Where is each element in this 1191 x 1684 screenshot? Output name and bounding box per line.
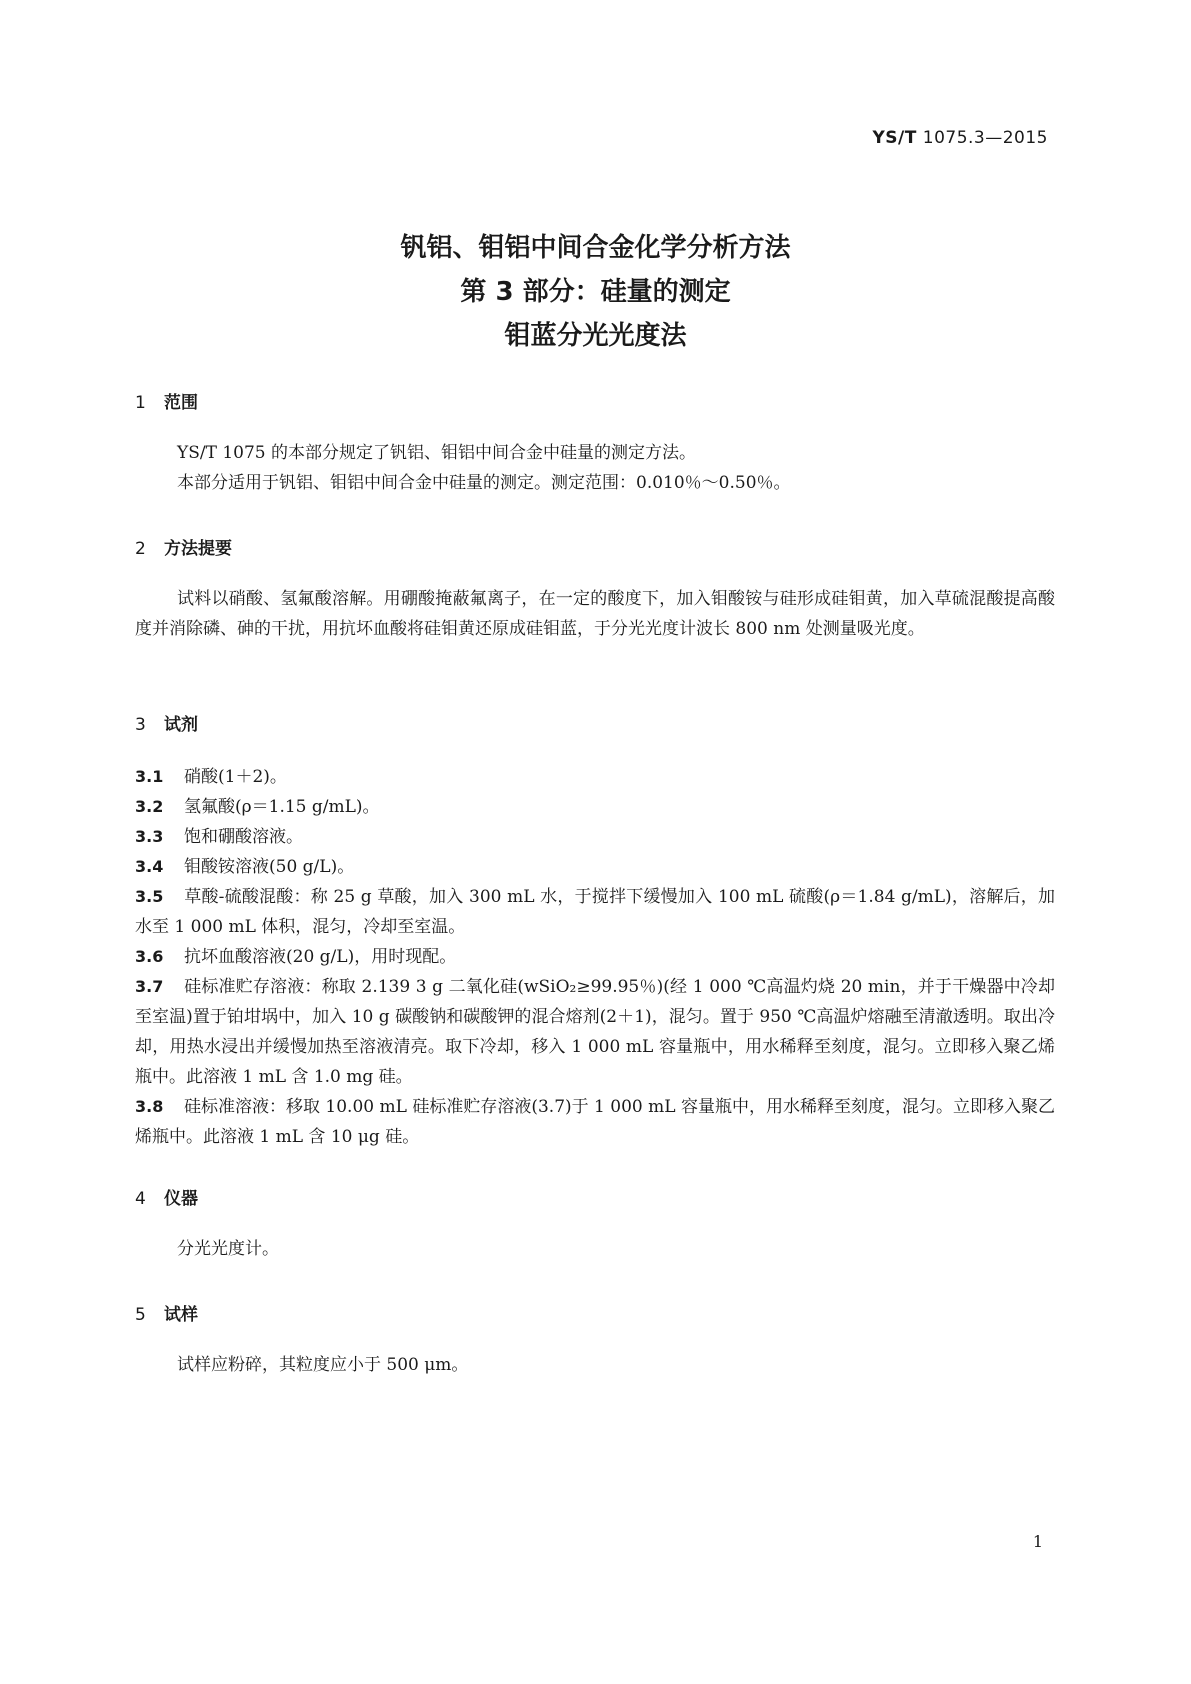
- section-5-heading: [135, 1300, 198, 1325]
- section-title: 方法提要: [164, 539, 232, 559]
- reagent-item-3-7: [135, 972, 1055, 1092]
- section-5-paragraph: 试样应粉碎，其粒度应小于 500 μm。: [177, 1355, 469, 1375]
- reagent-item-3-1: [135, 762, 1055, 792]
- item-text: 抗坏血酸溶液(20 g/L)，用时现配。: [184, 947, 457, 967]
- item-text: 硅标准贮存溶液：称取 2.139 3 g 二氧化硅(wSiO₂≥99.95％)(经 1 000 ℃高温灼烧 20 min，并于干燥器中冷却至室温)置于铂坩埚中，加入 10 g 碳酸钠和碳酸钾的混合熔剂(2＋1)，混匀。置于 950 ℃高温炉熔融至清澈透明。取出冷却，用热水浸出并缓慢加热至溶液清亮。取下冷却，移入 1 000 mL 容量瓶中，用水稀释至刻度，混匀。立即移入聚乙烯瓶中。此溶液 1 mL 含 1.0 mg 硅。: [135, 977, 1055, 1087]
- section-1-paragraph-1: YS/T 1075 的本部分规定了钒铝、钼铝中间合金中硅量的测定方法。: [177, 443, 697, 463]
- section-title: 范围: [164, 393, 198, 413]
- item-text: 硝酸(1＋2)。: [184, 767, 287, 787]
- section-3-heading: [135, 710, 198, 735]
- title-line-3: 钼蓝分光光度法: [504, 321, 687, 351]
- reagent-item-3-6: [135, 942, 1055, 972]
- reagent-item-3-3: [135, 822, 1055, 852]
- title-line-2: 第 3 部分：硅量的测定: [460, 277, 731, 307]
- section-number: 3: [135, 715, 146, 735]
- title-line-1: 钒铝、钼铝中间合金化学分析方法: [400, 233, 791, 263]
- item-text: 钼酸铵溶液(50 g/L)。: [184, 857, 355, 877]
- reagent-item-3-5: [135, 882, 1055, 942]
- section-2-paragraph: 试料以硝酸、氢氟酸溶解。用硼酸掩蔽氟离子，在一定的酸度下，加入钼酸铵与硅形成硅钼黄，加入草硫混酸提高酸度并消除磷、砷的干扰，用抗坏血酸将硅钼黄还原成硅钼蓝，于分光光度计波长 800 nm 处测量吸光度。: [135, 589, 1055, 639]
- section-number: 4: [135, 1189, 146, 1209]
- section-title: 试样: [164, 1305, 198, 1325]
- reagent-item-3-8: [135, 1092, 1055, 1152]
- section-2-heading: [135, 534, 232, 559]
- section-title: 仪器: [164, 1189, 198, 1209]
- section-number: 1: [135, 393, 146, 413]
- item-number: 3.1: [135, 767, 164, 786]
- section-4-heading: [135, 1184, 198, 1209]
- section-number: 2: [135, 539, 146, 559]
- section-title: 试剂: [164, 715, 198, 735]
- item-number: 3.5: [135, 887, 164, 906]
- item-number: 3.3: [135, 827, 164, 846]
- section-1-heading: [135, 388, 198, 413]
- item-text: 硅标准溶液：移取 10.00 mL 硅标准贮存溶液(3.7)于 1 000 mL 容量瓶中，用水稀释至刻度，混匀。立即移入聚乙烯瓶中。此溶液 1 mL 含 10 μg 硅。: [135, 1097, 1055, 1147]
- item-number: 3.4: [135, 857, 164, 876]
- section-number: 5: [135, 1305, 146, 1325]
- standard-id-prefix: YS/T: [872, 128, 917, 148]
- item-number: 3.8: [135, 1097, 164, 1116]
- item-text: 饱和硼酸溶液。: [184, 827, 303, 847]
- item-number: 3.6: [135, 947, 164, 966]
- item-number: 3.2: [135, 797, 164, 816]
- document-title: [0, 226, 1191, 358]
- page-number: 1: [1032, 1532, 1043, 1551]
- reagent-item-3-2: [135, 792, 1055, 822]
- section-4-paragraph: 分光光度计。: [177, 1239, 279, 1259]
- item-text: 氢氟酸(ρ＝1.15 g/mL)。: [184, 797, 380, 817]
- standard-id: [872, 128, 1048, 148]
- item-text: 草酸-硫酸混酸：称 25 g 草酸，加入 300 mL 水，于搅拌下缓慢加入 100 mL 硫酸(ρ＝1.84 g/mL)，溶解后，加水至 1 000 mL 体积，混匀，冷却至室温。: [135, 887, 1055, 937]
- section-1-paragraph-2: 本部分适用于钒铝、钼铝中间合金中硅量的测定。测定范围：0.010％～0.50％。: [177, 473, 791, 493]
- item-number: 3.7: [135, 977, 164, 996]
- reagent-item-3-4: [135, 852, 1055, 882]
- standard-id-number: 1075.3—2015: [922, 128, 1048, 148]
